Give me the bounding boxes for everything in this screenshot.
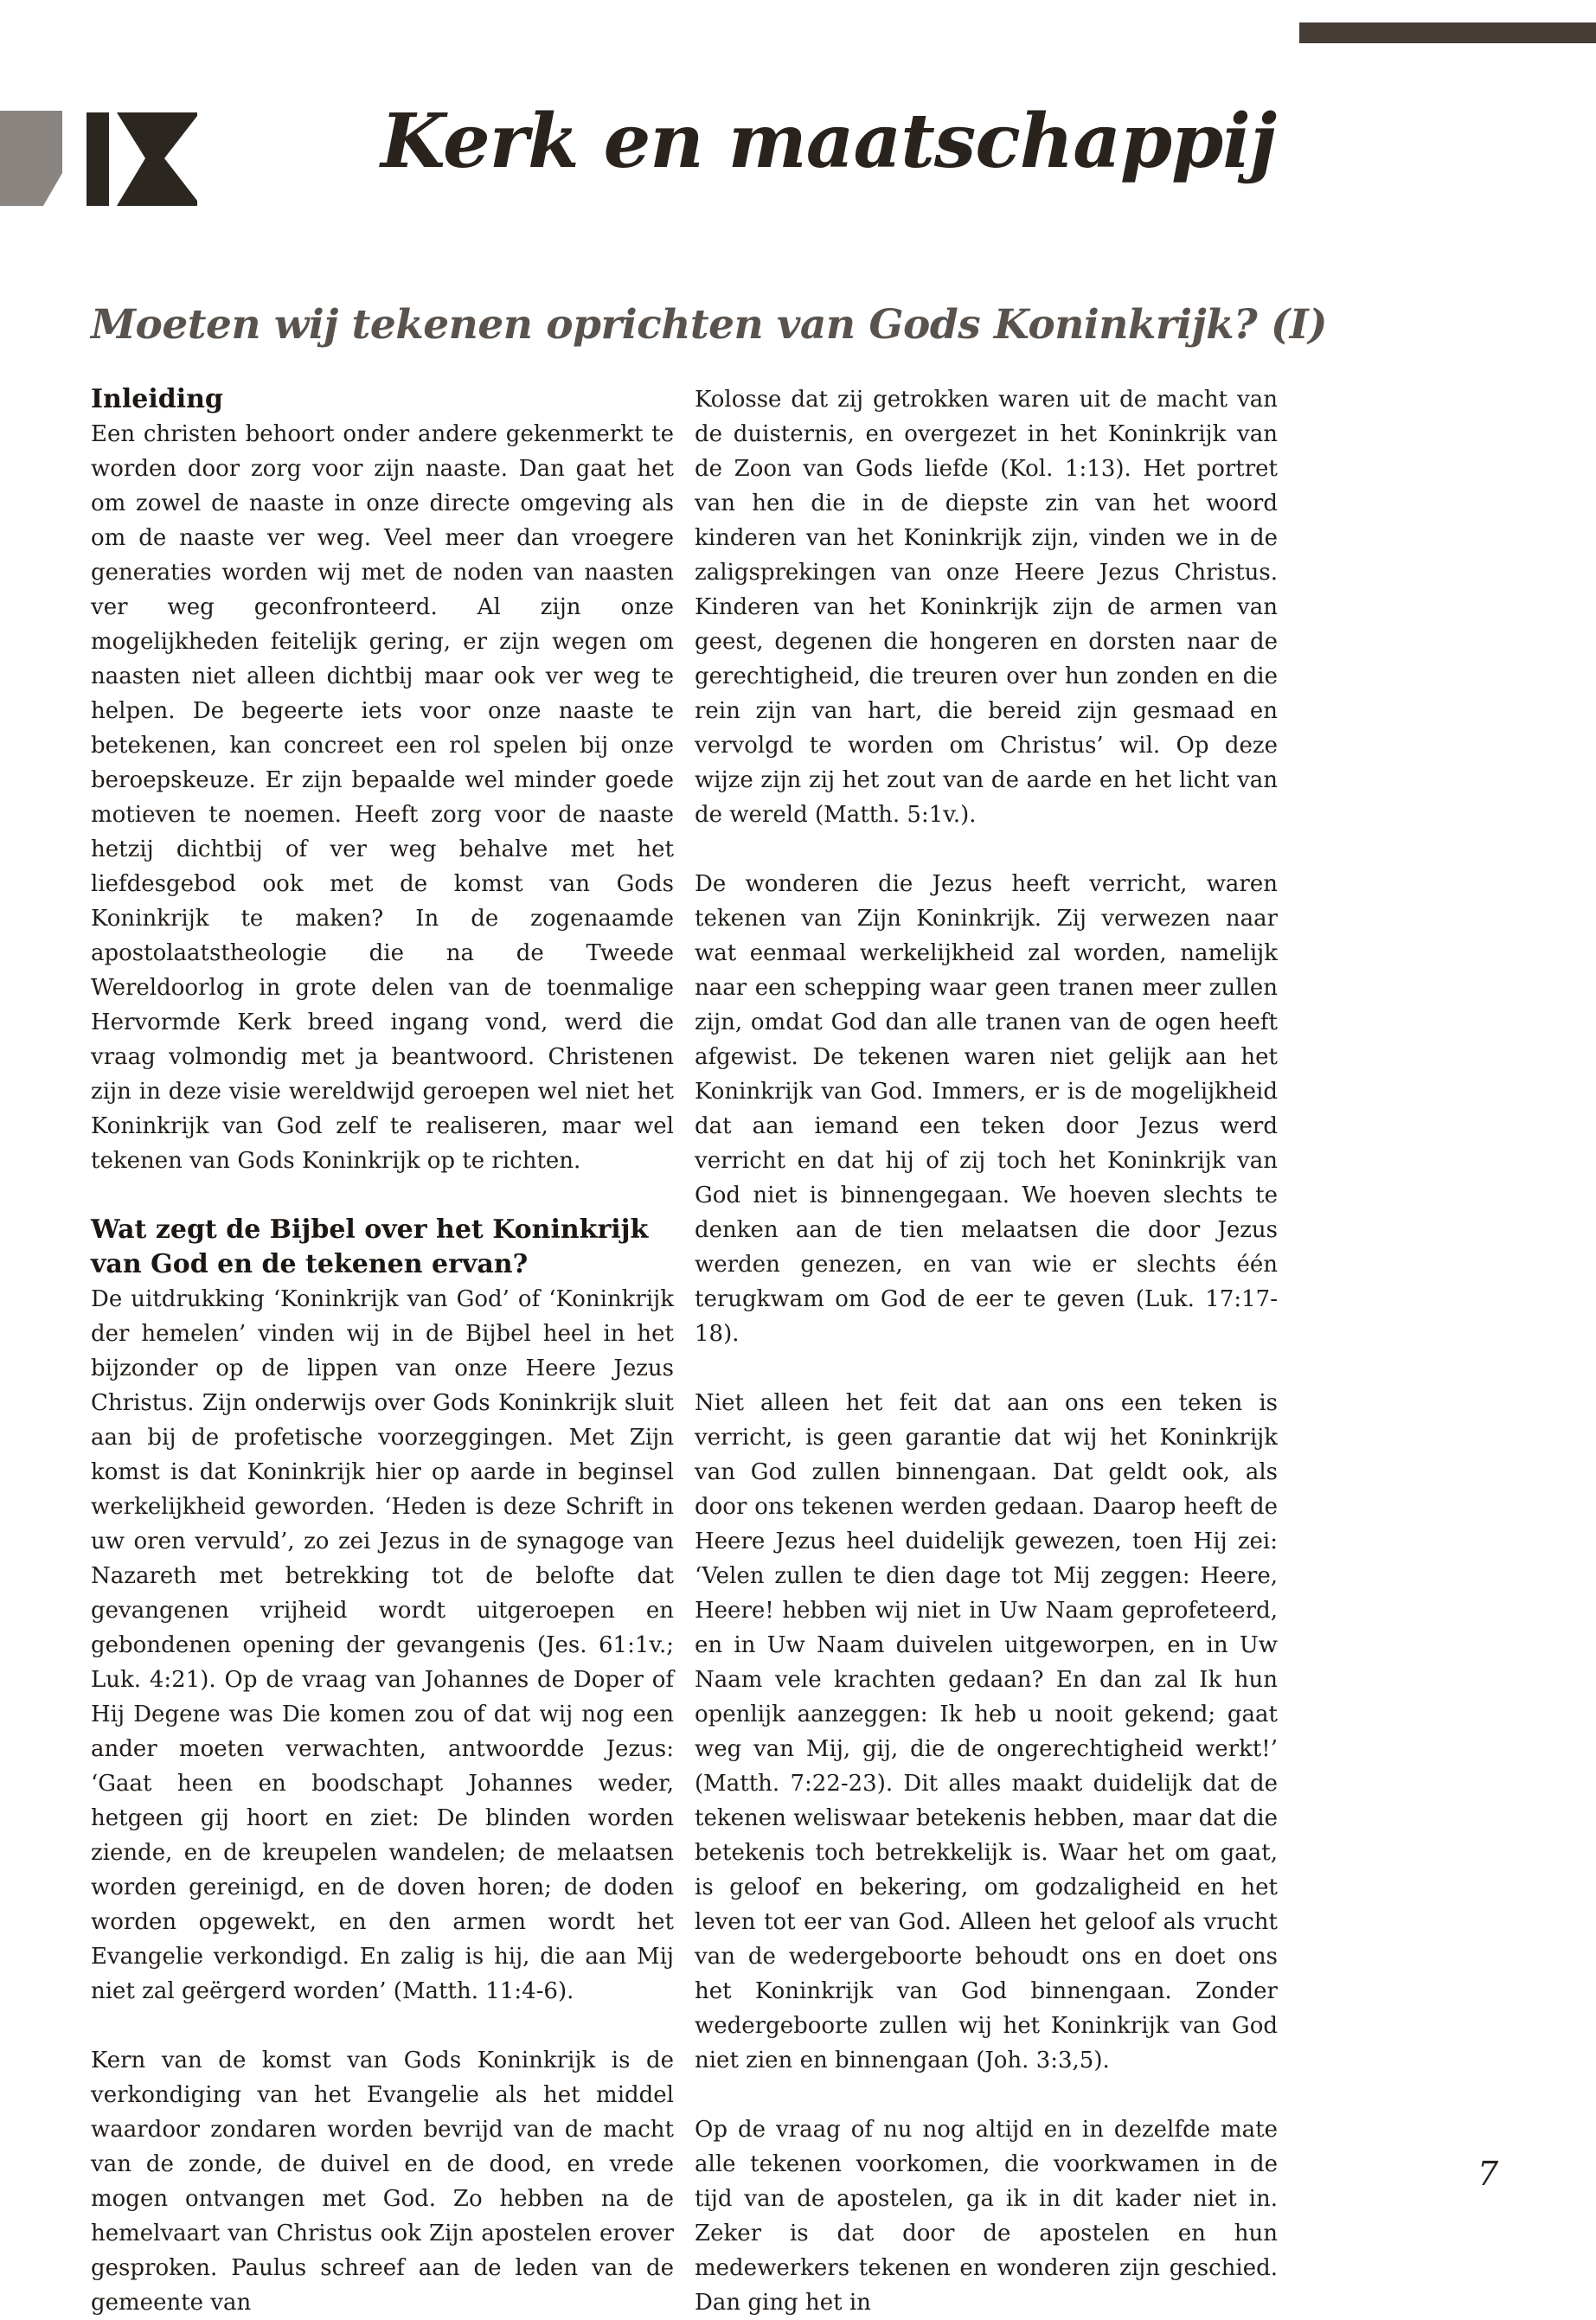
paragraph: Niet alleen het feit dat aan ons een teken is verricht, is geen garantie dat wij het Koninkrijk van God zullen binnengaan. Dat geldt ook, als door ons tekenen werden gedaan. Daarop heeft de Heere Jezus heel duidelijk gewezen, toen Hij zei: ‘Velen zullen te dien dage tot Mij zeggen: Heere, Heere! hebben wij niet in Uw Naam geprofeteerd, en in Uw Naam duivelen uitgeworpen, en in Uw Naam vele krachten gedaan? En dan zal Ik hun openlijk aanzeggen: Ik heb u nooit gekend; gaat weg van Mij, gij, die de ongerechtigheid werkt!’ (Matth. 7:22-23). Dit alles maakt duidelijk dat de tekenen weliswaar betekenis hebben, maar dat die betekenis toch betrekkelijk is. Waar het om gaat, is geloof en bekering, om godzaligheid en het leven tot eer van God. Alleen het geloof als vrucht van de wedergeboorte behoudt ons en doet ons het Koninkrijk van God binnengaan. Zonder wedergeboorte zullen wij het Koninkrijk van God niet zien en binnengaan (Joh. 3:3,5). [695, 1390, 1278, 2073]
heading-bijbel: Wat zegt de Bijbel over het Koninkrijk van God en de tekenen ervan? [91, 1214, 649, 1279]
paragraph: De uitdrukking ‘Koninkrijk van God’ of ‘Koninkrijk der hemelen’ vinden wij in de Bijbel heel in het bijzonder op de lippen van onze Heere Jezus Christus. Zijn onderwijs over Gods Koninkrijk sluit aan bij de profetische voorzeggingen. Met Zijn komst is dat Koninkrijk hier op aarde in beginsel werkelijkheid geworden. ‘Heden is deze Schrift in uw oren vervuld’, zo zei Jezus in de synagoge van Nazareth met betrekking tot de belofte dat gevangenen vrijheid wordt uitgeroepen en gebondenen opening der gevangenis (Jes. 61:1v.; Luk. 4:21). Op de vraag van Johannes de Doper of Hij Degene was Die komen zou of dat wij nog een ander moeten verwachten, antwoordde Jezus: ‘Gaat heen en boodschapt Johannes weder, hetgeen gij hoort en ziet: De blinden worden ziende, en de kreupelen wandelen; de melaatsen worden gereinigd, en de doven horen; de doden worden opgewekt, en den armen wordt het Evangelie verkondigd. En zalig is hij, die aan Mij niet zal geërgerd worden’ (Matth. 11:4-6). [91, 1286, 674, 2004]
section-title: Kerk en maatschappij [381, 98, 1276, 185]
paragraph: De wonderen die Jezus heeft verricht, waren tekenen van Zijn Koninkrijk. Zij verwezen naar wat eenmaal werkelijkheid zal worden, namelijk naar een schepping waar geen tranen meer zullen zijn, omdat God dan alle tranen van de ogen heeft afgewist. De tekenen waren niet gelijk aan het Koninkrijk van God. Immers, er is de mogelijkheid dat aan iemand een teken door Jezus werd verricht en dat hij of zij toch het Koninkrijk van God niet is binnengegaan. We hoeven slechts te denken aan de tien melaatsen die door Jezus werden genezen, en van wie er slechts één terugkwam om God de eer te geven (Luk. 17:17-18). [695, 871, 1278, 1347]
kerk-section-logo [0, 111, 201, 206]
header-accent-bar [1299, 22, 1596, 43]
paragraph: Een christen behoort onder andere gekenmerkt te worden door zorg voor zijn naaste. Dan gaat het om zowel de naaste in onze directe omgeving als om de naaste ver weg. Veel meer dan vroegere generaties worden wij met de noden van naasten ver weg geconfronteerd. Al zijn onze mogelijkheden feitelijk gering, er zijn wegen om naasten niet alleen dichtbij maar ook ver weg te helpen. De begeerte iets voor onze naaste te betekenen, kan concreet een rol spelen bij onze beroepskeuze. Er zijn bepaalde wel minder goede motieven te noemen. Heeft zorg voor de naaste hetzij dichtbij of ver weg behalve met het liefdesgebod ook met de komst van Gods Koninkrijk te maken? In de zogenaamde apostolaatstheologie die na de Tweede Wereldoorlog in grote delen van de toenmalige Hervormde Kerk breed ingang vond, werd die vraag volmondig met ja beantwoord. Christenen zijn in deze visie wereldwijd geroepen wel niet het Koninkrijk van God zelf te realiseren, maar wel tekenen van Gods Koninkrijk op te richten. [91, 421, 674, 1174]
left-column [91, 382, 674, 2320]
right-column [695, 382, 1278, 2320]
paragraph: Kern van de komst van Gods Koninkrijk is de verkondiging van het Evangelie als het middel waardoor zondaren worden bevrijd van de macht van de zonde, de duivel en de dood, en vrede mogen ontvangen met God. Zo hebben na de hemelvaart van Christus ook Zijn apostelen erover gesproken. Paulus schreef aan de leden van de gemeente van [91, 2048, 674, 2316]
page-number: 7 [1477, 2155, 1499, 2193]
paragraph: Op de vraag of nu nog altijd en in dezelfde mate alle tekenen voorkomen, die voorkwamen in de tijd van de apostelen, ga ik in dit kader niet in. Zeker is dat door de apostelen en hun medewerkers tekenen en wonderen zijn geschied. Dan ging het in [695, 2117, 1278, 2316]
paragraph: Kolosse dat zij getrokken waren uit de macht van de duisternis, en overgezet in het Koninkrijk van de Zoon van Gods liefde (Kol. 1:13). Het portret van hen die in de diepste zin van het woord kinderen van het Koninkrijk zijn, vinden we in de zaligsprekingen van onze Heere Jezus Christus. Kinderen van het Koninkrijk zijn de armen van geest, degenen die hongeren en dorsten naar de gerechtigheid, die treuren over hun zonden en die rein zijn van hart, die bereid zijn gesmaad en vervolgd te worden om Christus’ wil. Op deze wijze zijn zij het zout van de aarde en het licht van de wereld (Matth. 5:1v.). [695, 387, 1278, 828]
heading-inleiding: Inleiding [91, 384, 223, 414]
article-title: Moeten wij tekenen oprichten van Gods Koninkrijk? (I) [91, 301, 1328, 349]
